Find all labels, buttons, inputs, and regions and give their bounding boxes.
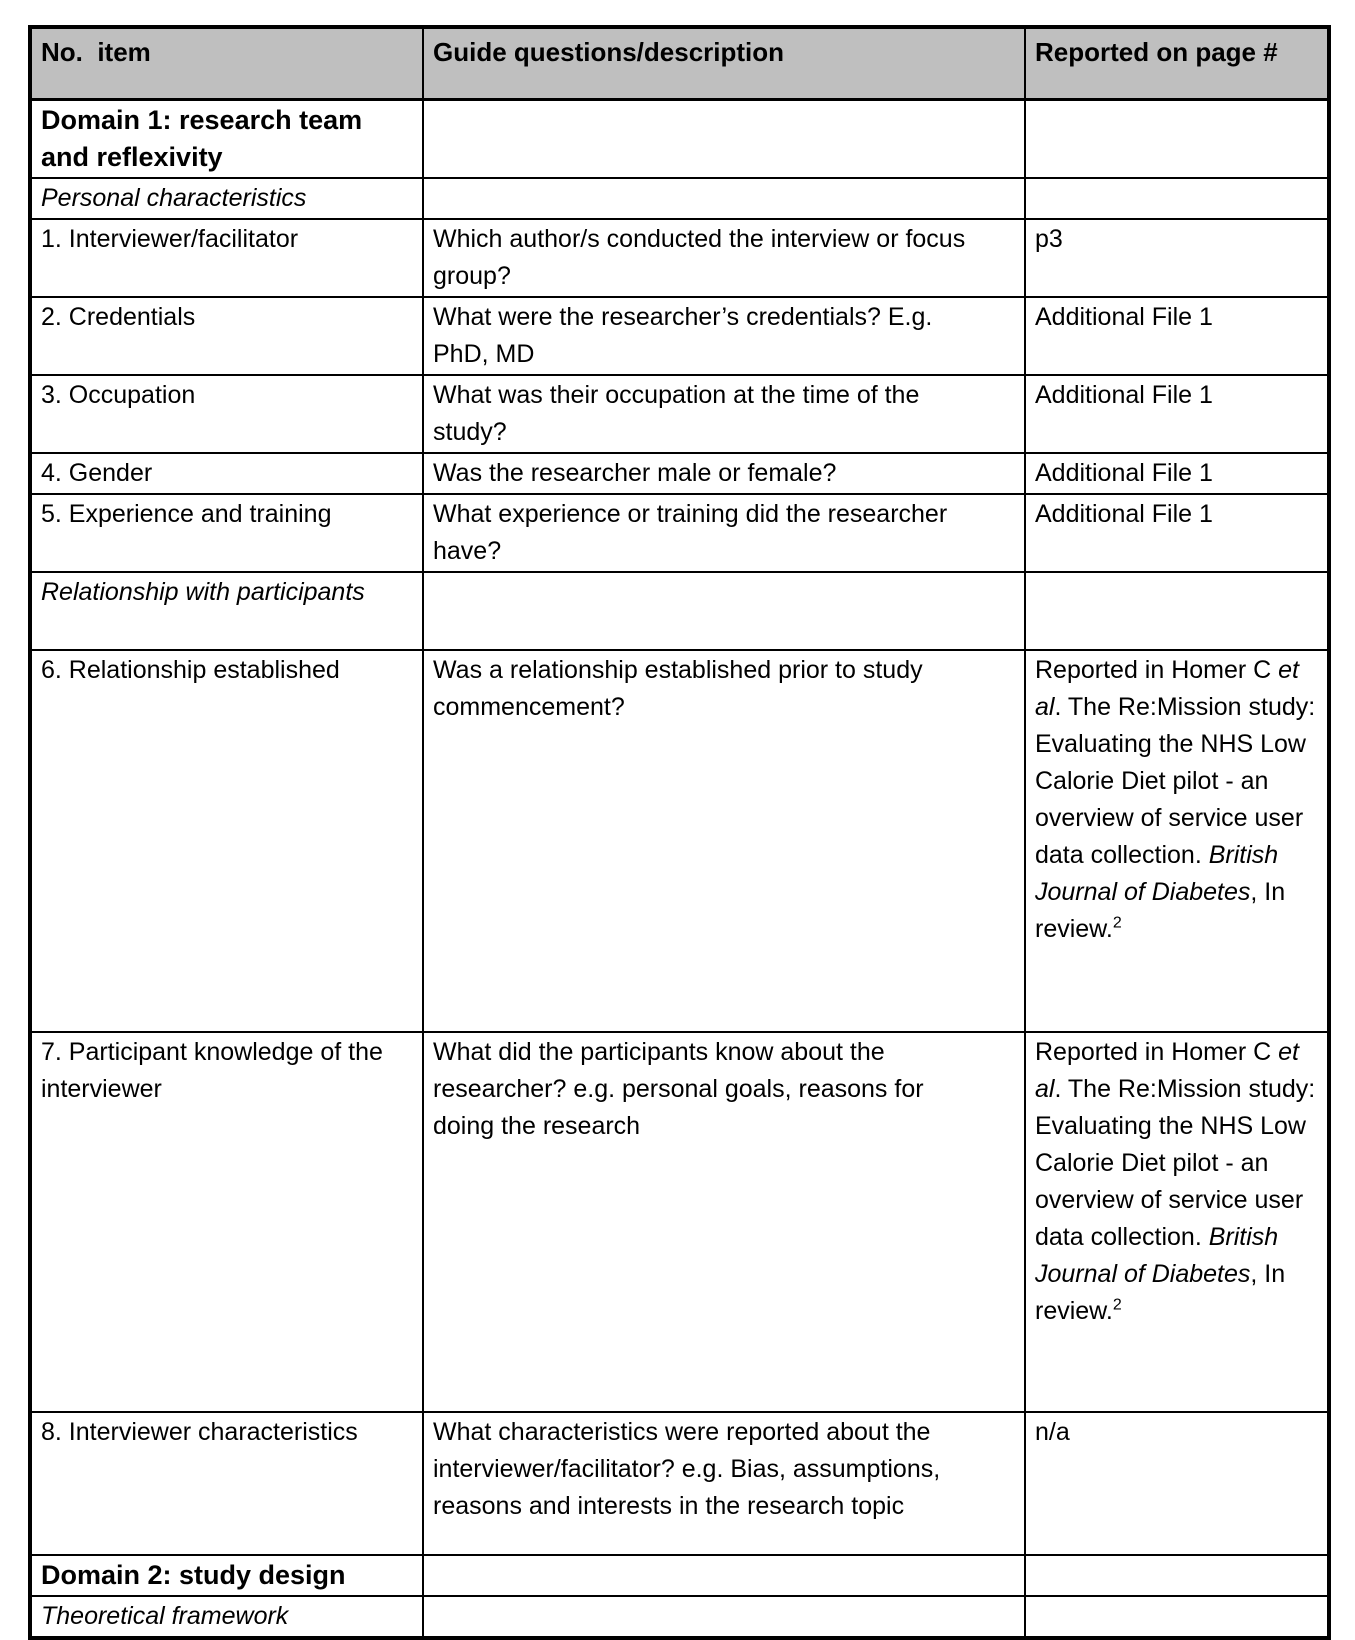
header-guide-questions: Guide questions/description <box>423 27 1025 99</box>
subsection-label: Theoretical framework <box>30 1596 423 1638</box>
reported-page-cell: Additional File 1 <box>1025 494 1329 572</box>
guide-question-cell: Was a relationship established prior to study commencement? <box>423 650 1025 1032</box>
guide-question-cell: What was their occupation at the time of the study? <box>423 375 1025 453</box>
reported-page-cell <box>1025 99 1329 178</box>
reported-page-cell <box>1025 1555 1329 1596</box>
reported-page-cell <box>1025 178 1329 219</box>
table-row <box>30 453 1329 494</box>
item-cell: 7. Participant knowledge of the interviewer <box>30 1032 423 1412</box>
reported-page-cell: p3 <box>1025 219 1329 297</box>
reference-text: . The Re:Mission study: Evaluating the NHS Low Calorie Diet pilot - an overview of service user data collection. <box>1035 692 1316 869</box>
reported-page-cell <box>1025 572 1329 650</box>
table-row <box>30 1555 1329 1596</box>
guide-question-cell: Was the researcher male or female? <box>423 453 1025 494</box>
coreq-checklist-table <box>28 25 1331 1640</box>
reported-page-cell <box>1025 1032 1329 1412</box>
reference-text: , In review. <box>1035 1259 1286 1325</box>
reference-text: . The Re:Mission study: Evaluating the NHS Low Calorie Diet pilot - an overview of service user data collection. <box>1035 1074 1316 1251</box>
table-row <box>30 297 1329 375</box>
table-row <box>30 375 1329 453</box>
guide-question-cell: What characteristics were reported about the interviewer/facilitator? e.g. Bias, assumptions, reasons and interests in the research topic <box>423 1412 1025 1555</box>
et-al-italic: et al <box>1035 1037 1300 1103</box>
table-row <box>30 1032 1329 1412</box>
guide-question-cell: What were the researcher’s credentials? E.g. PhD, MD <box>423 297 1025 375</box>
guide-question-cell <box>423 1596 1025 1638</box>
table-row <box>30 1412 1329 1555</box>
reference-text: , In review. <box>1035 877 1286 943</box>
table-row <box>30 219 1329 297</box>
guide-question-cell <box>423 99 1025 178</box>
item-cell: 2. Credentials <box>30 297 423 375</box>
table-row <box>30 1596 1329 1638</box>
item-cell: 1. Interviewer/facilitator <box>30 219 423 297</box>
table-header-row <box>30 27 1329 99</box>
table-row <box>30 99 1329 178</box>
reported-page-cell: Additional File 1 <box>1025 453 1329 494</box>
reported-page-cell: Additional File 1 <box>1025 375 1329 453</box>
guide-question-cell <box>423 178 1025 219</box>
subsection-label: Personal characteristics <box>30 178 423 219</box>
item-cell: 6. Relationship established <box>30 650 423 1032</box>
subsection-label: Relationship with participants <box>30 572 423 650</box>
header-no-item: No. item <box>30 27 423 99</box>
guide-question-cell: What did the participants know about the researcher? e.g. personal goals, reasons for doing the research <box>423 1032 1025 1412</box>
guide-question-cell: Which author/s conducted the interview or focus group? <box>423 219 1025 297</box>
journal-title-italic: British Journal of Diabetes <box>1035 840 1279 906</box>
guide-question-cell: What experience or training did the researcher have? <box>423 494 1025 572</box>
table-row <box>30 572 1329 650</box>
table-row <box>30 494 1329 572</box>
reference-superscript: 2 <box>1112 914 1122 932</box>
domain-heading: Domain 2: study design <box>30 1555 423 1596</box>
guide-question-cell <box>423 1555 1025 1596</box>
item-cell: 3. Occupation <box>30 375 423 453</box>
table-row <box>30 650 1329 1032</box>
item-cell: 5. Experience and training <box>30 494 423 572</box>
reported-page-cell <box>1025 1596 1329 1638</box>
reference-text: Reported in Homer C <box>1035 1037 1279 1066</box>
journal-title-italic: British Journal of Diabetes <box>1035 1222 1279 1288</box>
reported-page-cell: n/a <box>1025 1412 1329 1555</box>
reference-text: Reported in Homer C <box>1035 655 1279 684</box>
item-cell: 8. Interviewer characteristics <box>30 1412 423 1555</box>
et-al-italic: et al <box>1035 655 1300 721</box>
reference-superscript: 2 <box>1112 1296 1122 1314</box>
table-row <box>30 178 1329 219</box>
guide-question-cell <box>423 572 1025 650</box>
item-cell: 4. Gender <box>30 453 423 494</box>
reported-page-cell <box>1025 650 1329 1032</box>
header-reported-page: Reported on page # <box>1025 27 1329 99</box>
reported-page-cell: Additional File 1 <box>1025 297 1329 375</box>
domain-heading: Domain 1: research team and reflexivity <box>30 99 423 178</box>
